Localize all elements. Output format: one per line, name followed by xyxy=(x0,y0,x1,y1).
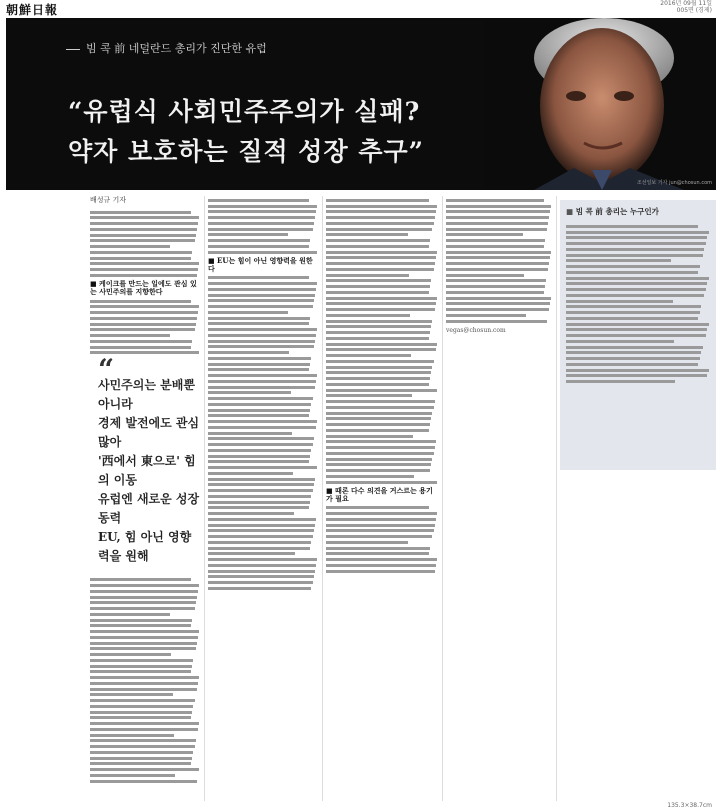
text-line xyxy=(446,291,544,294)
text-line xyxy=(326,239,430,242)
text-line xyxy=(208,552,295,555)
text-line xyxy=(446,297,551,300)
text-line xyxy=(446,274,524,277)
text-line xyxy=(326,552,429,555)
text-line xyxy=(566,340,674,343)
text-line xyxy=(326,535,432,538)
text-line xyxy=(208,397,313,400)
text-line xyxy=(326,268,434,271)
text-line xyxy=(208,210,316,213)
text-line xyxy=(90,699,195,702)
text-line xyxy=(446,239,545,242)
text-line xyxy=(446,262,549,265)
text-line xyxy=(326,343,437,346)
text-line xyxy=(208,524,315,527)
text-line xyxy=(446,302,550,305)
text-line xyxy=(326,377,430,380)
text-line xyxy=(326,570,435,573)
body-text xyxy=(446,199,552,323)
text-line xyxy=(566,259,671,262)
text-line xyxy=(566,236,707,239)
text-line xyxy=(90,728,198,731)
text-line xyxy=(446,251,551,254)
article-column-3 xyxy=(326,196,438,575)
text-line xyxy=(208,317,310,320)
text-line xyxy=(326,222,434,225)
text-line xyxy=(326,547,430,550)
text-line xyxy=(326,435,413,438)
text-line xyxy=(326,558,437,561)
text-line xyxy=(90,300,191,303)
text-line xyxy=(326,529,434,532)
text-line xyxy=(90,780,197,783)
profile-sidebar xyxy=(560,200,716,470)
text-line xyxy=(208,340,315,343)
text-line xyxy=(208,222,314,225)
text-line xyxy=(326,524,435,527)
column-divider xyxy=(204,196,205,801)
text-line xyxy=(446,228,547,231)
text-line xyxy=(208,311,288,314)
text-line xyxy=(90,711,192,714)
text-line xyxy=(326,506,429,509)
text-line xyxy=(90,636,198,639)
text-line xyxy=(90,607,195,610)
text-line xyxy=(326,512,437,515)
text-line xyxy=(208,506,309,509)
text-line xyxy=(566,265,700,268)
text-line xyxy=(446,205,551,208)
text-line xyxy=(326,541,408,544)
text-line xyxy=(208,443,313,446)
text-line xyxy=(208,322,309,325)
text-line xyxy=(566,357,700,360)
text-line xyxy=(90,734,174,737)
text-line xyxy=(208,529,314,532)
newspaper-logo: 朝鮮日報 xyxy=(6,3,59,17)
text-line xyxy=(446,216,549,219)
text-line xyxy=(326,400,435,403)
text-line xyxy=(326,245,429,248)
text-line xyxy=(446,285,545,288)
text-line xyxy=(326,452,434,455)
text-line xyxy=(208,239,310,242)
text-line xyxy=(90,716,191,719)
text-line xyxy=(208,414,309,417)
text-line xyxy=(90,234,196,237)
text-line xyxy=(208,199,309,202)
text-line xyxy=(208,328,317,331)
text-line xyxy=(326,205,437,208)
text-line xyxy=(566,225,698,228)
text-line xyxy=(90,222,198,225)
text-line xyxy=(326,429,429,432)
text-line xyxy=(208,535,313,538)
byline: 배성규 기자 xyxy=(90,196,127,204)
text-line xyxy=(90,340,192,343)
text-line xyxy=(566,369,709,372)
text-line xyxy=(208,495,311,498)
text-line xyxy=(326,262,435,265)
text-line xyxy=(90,317,197,320)
text-line xyxy=(90,682,198,685)
text-line xyxy=(326,469,430,472)
text-line xyxy=(566,242,706,245)
headline-line-1: “유럽식 사회민주주의가 실패? xyxy=(68,97,421,126)
text-line xyxy=(326,325,431,328)
text-line xyxy=(208,380,316,383)
text-line xyxy=(90,239,195,242)
text-line xyxy=(326,199,429,202)
text-line xyxy=(446,314,526,317)
text-line xyxy=(446,245,544,248)
text-line xyxy=(90,619,192,622)
text-line xyxy=(326,308,435,311)
text-line xyxy=(90,670,191,673)
text-line xyxy=(90,642,197,645)
text-line xyxy=(208,432,292,435)
text-line xyxy=(208,251,317,254)
text-line xyxy=(326,297,437,300)
text-line xyxy=(208,233,288,236)
masthead xyxy=(0,0,720,16)
text-line xyxy=(208,547,310,550)
text-line xyxy=(90,653,171,656)
text-line xyxy=(208,541,311,544)
text-line xyxy=(566,282,707,285)
text-line xyxy=(208,276,309,279)
text-line xyxy=(90,693,173,696)
text-line xyxy=(446,222,548,225)
text-line xyxy=(208,345,314,348)
text-line xyxy=(326,518,436,521)
text-line xyxy=(90,590,198,593)
body-text xyxy=(326,199,438,484)
text-line xyxy=(208,294,315,297)
text-line xyxy=(208,501,310,504)
text-line xyxy=(208,357,311,360)
text-line xyxy=(208,420,317,423)
text-line xyxy=(326,348,436,351)
publication-date: 2016년 09월 11일 005면 (경제) xyxy=(660,0,712,14)
text-line xyxy=(208,245,309,248)
text-line xyxy=(566,288,706,291)
text-line xyxy=(90,751,193,754)
text-line xyxy=(90,274,197,277)
text-line xyxy=(326,446,435,449)
text-line xyxy=(326,216,435,219)
text-line xyxy=(208,374,317,377)
text-line xyxy=(90,251,192,254)
text-line xyxy=(566,271,698,274)
text-line xyxy=(326,417,431,420)
body-text xyxy=(566,225,710,383)
text-line xyxy=(208,460,309,463)
subhead-1: ■ 케이크를 만드는 일에도 관심 있는 사민주의를 지향한다 xyxy=(90,278,197,297)
text-line xyxy=(208,386,315,389)
text-line xyxy=(90,228,197,231)
text-line xyxy=(90,578,191,581)
text-line xyxy=(208,299,314,302)
text-line xyxy=(90,762,191,765)
text-line xyxy=(208,455,310,458)
text-line xyxy=(90,774,175,777)
body-text xyxy=(90,211,200,277)
text-line xyxy=(90,262,199,265)
text-line xyxy=(90,768,199,771)
text-line xyxy=(90,596,197,599)
text-line xyxy=(208,426,316,429)
body-text xyxy=(90,300,200,355)
text-line xyxy=(326,360,434,363)
hero-kicker: 빔 콕 前 네덜란드 총리가 진단한 유럽 xyxy=(66,40,267,56)
text-line xyxy=(566,323,709,326)
portrait-photo xyxy=(484,18,716,190)
text-line xyxy=(446,268,548,271)
pull-quote: “ 사민주의는 분배뿐 아니라 경제 발전에도 관심 많아 '西에서 東으로' 힘의 이동 유럽엔 새로운 성장 동력 EU, 힘 아닌 영향력을 원해 xyxy=(98,364,200,566)
text-line xyxy=(208,518,316,521)
text-line xyxy=(326,279,431,282)
text-line xyxy=(90,624,191,627)
text-line xyxy=(90,722,199,725)
text-line xyxy=(208,205,317,208)
text-line xyxy=(566,231,709,234)
article-column-4 xyxy=(446,196,552,335)
text-line xyxy=(90,745,195,748)
text-line xyxy=(90,659,193,662)
text-line xyxy=(326,228,432,231)
text-line xyxy=(326,302,436,305)
text-line xyxy=(208,403,311,406)
text-line xyxy=(326,383,429,386)
text-line xyxy=(208,570,315,573)
text-line xyxy=(326,389,437,392)
text-line xyxy=(90,305,199,308)
text-line xyxy=(566,254,703,257)
text-line xyxy=(326,233,408,236)
text-line xyxy=(566,351,701,354)
text-line xyxy=(446,320,547,323)
text-line xyxy=(90,268,198,271)
text-line xyxy=(326,210,436,213)
text-line xyxy=(566,363,698,366)
text-line xyxy=(446,233,523,236)
text-line xyxy=(326,337,429,340)
text-line xyxy=(326,481,437,484)
text-line xyxy=(90,257,191,260)
text-line xyxy=(208,558,317,561)
body-text xyxy=(326,506,438,572)
text-line xyxy=(208,334,316,337)
text-line xyxy=(90,676,199,679)
text-line xyxy=(90,688,197,691)
text-line xyxy=(90,245,170,248)
text-line xyxy=(326,274,409,277)
text-line xyxy=(90,346,191,349)
text-line xyxy=(90,334,170,337)
text-line xyxy=(208,478,315,481)
article-column-1 xyxy=(90,196,200,785)
text-line xyxy=(208,391,291,394)
text-line xyxy=(326,256,436,259)
column-divider xyxy=(442,196,443,801)
text-line xyxy=(326,463,431,466)
text-line xyxy=(90,739,196,742)
text-line xyxy=(566,277,709,280)
text-line xyxy=(90,584,199,587)
text-line xyxy=(90,705,193,708)
text-line xyxy=(90,216,199,219)
text-line xyxy=(208,305,313,308)
text-line xyxy=(90,328,195,331)
text-line xyxy=(326,285,430,288)
text-line xyxy=(446,256,550,259)
reporter-email: vegas@chosun.com xyxy=(446,326,506,334)
sidebar-title: ■ 빔 콕 前 총리는 누구인가 xyxy=(560,200,716,221)
text-line xyxy=(446,308,549,311)
text-line xyxy=(566,300,673,303)
text-line xyxy=(326,314,410,317)
text-line xyxy=(566,305,701,308)
body-text xyxy=(90,578,200,782)
text-line xyxy=(566,374,707,377)
text-line xyxy=(208,587,311,590)
hero-banner xyxy=(6,18,716,190)
text-line xyxy=(326,251,437,254)
text-line xyxy=(326,354,411,357)
text-line xyxy=(326,394,412,397)
text-line xyxy=(566,294,704,297)
text-line xyxy=(208,351,289,354)
sidebar-body xyxy=(566,222,710,386)
text-line xyxy=(566,311,700,314)
text-line xyxy=(208,368,309,371)
text-line xyxy=(566,380,675,383)
text-line xyxy=(566,317,698,320)
subhead-2: ■ EU는 힘이 아닌 영향력을 원한다 xyxy=(208,255,313,273)
text-line xyxy=(90,647,196,650)
body-text xyxy=(208,276,318,590)
text-line xyxy=(326,331,430,334)
text-line xyxy=(90,211,191,214)
text-line xyxy=(566,328,707,331)
text-line xyxy=(90,630,199,633)
text-line xyxy=(208,575,314,578)
text-line xyxy=(90,323,196,326)
text-line xyxy=(208,489,313,492)
body-text xyxy=(208,199,318,254)
text-line xyxy=(90,601,196,604)
text-line xyxy=(208,288,316,291)
text-line xyxy=(326,406,434,409)
subhead-3: ■ 때론 다수 의견을 거스르는 용기가 필요 xyxy=(326,485,433,503)
text-line xyxy=(208,483,314,486)
text-line xyxy=(208,564,316,567)
text-line xyxy=(326,440,436,443)
text-line xyxy=(208,363,310,366)
text-line xyxy=(566,346,703,349)
text-line xyxy=(90,757,192,760)
column-divider xyxy=(322,196,323,801)
text-line xyxy=(446,210,550,213)
text-line xyxy=(566,334,706,337)
page-size-label: 135.3×38.7cm xyxy=(667,802,712,809)
text-line xyxy=(208,216,315,219)
text-line xyxy=(326,366,432,369)
text-line xyxy=(326,475,414,478)
text-line xyxy=(326,371,431,374)
text-line xyxy=(208,581,313,584)
text-line xyxy=(326,291,429,294)
text-line xyxy=(446,279,546,282)
text-line xyxy=(326,320,432,323)
text-line xyxy=(208,512,294,515)
text-line xyxy=(208,282,317,285)
text-line xyxy=(208,449,311,452)
text-line xyxy=(326,458,432,461)
text-line xyxy=(90,613,170,616)
text-line xyxy=(90,311,198,314)
photo-credit: 조선일보 기자 jun@chosun.com xyxy=(636,180,712,186)
text-line xyxy=(208,409,310,412)
text-line xyxy=(90,665,192,668)
text-line xyxy=(326,412,432,415)
text-line xyxy=(326,564,436,567)
column-divider xyxy=(556,196,557,801)
text-line xyxy=(208,466,317,469)
text-line xyxy=(208,228,313,231)
headline-line-2: 약자 보호하는 질적 성장 추구” xyxy=(68,137,424,166)
text-line xyxy=(208,472,293,475)
article-column-2 xyxy=(208,196,318,593)
text-line xyxy=(208,437,314,440)
text-line xyxy=(446,199,544,202)
text-line xyxy=(326,423,430,426)
text-line xyxy=(566,248,704,251)
